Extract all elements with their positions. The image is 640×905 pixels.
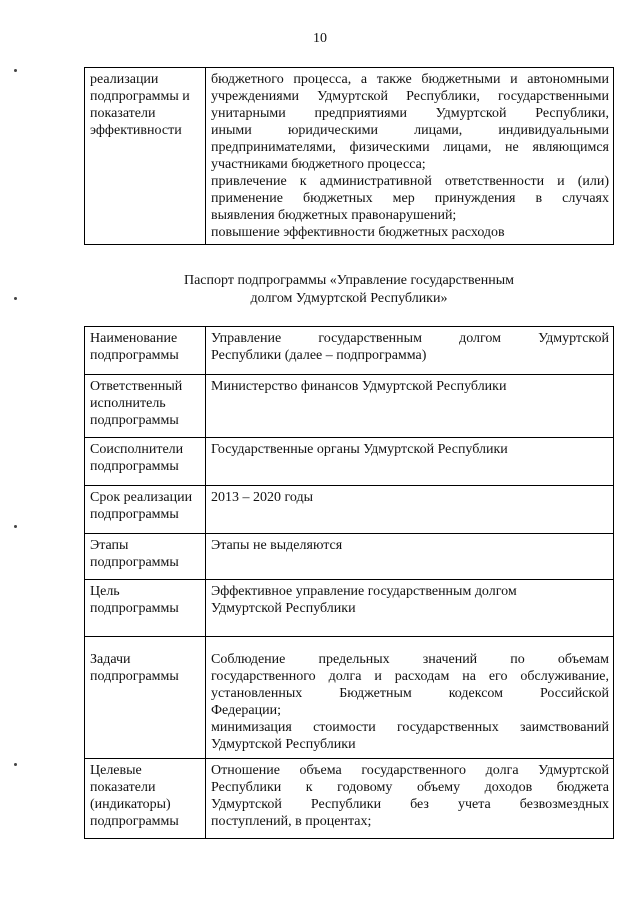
subprogram-passport-title xyxy=(84,272,614,308)
top-table xyxy=(84,67,614,245)
row-value xyxy=(206,759,614,839)
value-line: Эффективное управление государственным долгом xyxy=(211,584,517,599)
value-line: бюджетного процесса, а также бюджетными и автономными xyxy=(211,72,609,87)
value-line: государственного долга и расходам на его обслуживание, xyxy=(211,669,609,684)
value-line: применение бюджетных мер принуждения в случаях xyxy=(211,191,609,206)
value-line: Республики (далее – подпрограмма) xyxy=(211,348,427,363)
table-row xyxy=(85,759,614,839)
value-line: Управление государственным долгом Удмуртской xyxy=(211,331,609,346)
value-line: привлечение к административной ответственности и (или) xyxy=(211,174,609,189)
label-line: Соисполнители xyxy=(90,442,184,457)
label-line: Цель xyxy=(90,584,120,599)
label-line: подпрограммы xyxy=(90,555,179,570)
value-line: Удмуртской Республики без учета безвозмездных xyxy=(211,797,609,812)
margin-mark xyxy=(14,297,17,300)
table-row xyxy=(85,580,614,637)
label-line: Наименование xyxy=(90,331,178,346)
label-line: Ответственный xyxy=(90,379,183,394)
margin-mark xyxy=(14,525,17,528)
value-line: Этапы не выделяются xyxy=(211,538,343,553)
label-line: Этапы xyxy=(90,538,129,553)
margin-mark xyxy=(14,69,17,72)
row-label xyxy=(85,375,206,438)
page-number: 10 xyxy=(313,31,327,46)
label-line: подпрограммы и xyxy=(90,89,190,104)
label-line: реализации xyxy=(90,72,159,87)
label-line: подпрограммы xyxy=(90,507,179,522)
label-line: подпрограммы xyxy=(90,413,179,428)
row-label xyxy=(85,486,206,534)
value-line: минимизация стоимости государственных заимствований xyxy=(211,720,609,735)
value-line: Государственные органы Удмуртской Республики xyxy=(211,442,508,457)
value-line: 2013 – 2020 годы xyxy=(211,490,314,505)
table-row xyxy=(85,637,614,759)
label-line: показатели xyxy=(90,780,156,795)
row-value xyxy=(206,534,614,580)
value-line: Отношение объема государственного долга Удмуртской xyxy=(211,763,609,778)
table-row xyxy=(85,375,614,438)
label-line: подпрограммы xyxy=(90,459,179,474)
row-value xyxy=(206,637,614,759)
value-line: унитарными предприятиями Удмуртской Республики, xyxy=(211,106,609,121)
table-row xyxy=(85,534,614,580)
label-line: подпрограммы xyxy=(90,669,179,684)
row-label xyxy=(85,327,206,375)
value-line: Федерации; xyxy=(211,703,282,718)
row-value xyxy=(206,580,614,637)
value-line: учреждениями Удмуртской Республики, государственными xyxy=(211,89,609,104)
row-label xyxy=(85,68,206,245)
table-row xyxy=(85,68,614,245)
value-line: Удмуртской Республики xyxy=(211,601,356,616)
value-line: Республики к годовому объему доходов бюджета xyxy=(211,780,609,795)
row-value xyxy=(206,68,614,245)
value-line: Удмуртской Республики xyxy=(211,737,356,752)
row-value xyxy=(206,438,614,486)
margin-mark xyxy=(14,763,17,766)
label-line: Задачи xyxy=(90,652,131,667)
value-line: поступлений, в процентах; xyxy=(211,814,372,829)
value-line: выявления бюджетных правонарушений; xyxy=(211,208,457,223)
label-line: Целевые xyxy=(90,763,142,778)
value-line: участниками бюджетного процесса; xyxy=(211,157,426,172)
row-label xyxy=(85,637,206,759)
value-line: Министерство финансов Удмуртской Республики xyxy=(211,379,507,394)
value-line: иными юридическими лицами, индивидуальными xyxy=(211,123,609,138)
value-line: повышение эффективности бюджетных расходов xyxy=(211,225,505,240)
table-row xyxy=(85,486,614,534)
row-value xyxy=(206,486,614,534)
value-line: Соблюдение предельных значений по объемам xyxy=(211,652,609,667)
label-line: показатели xyxy=(90,106,156,121)
label-line: подпрограммы xyxy=(90,814,179,829)
label-line: Срок реализации xyxy=(90,490,193,505)
row-value xyxy=(206,375,614,438)
passport-table xyxy=(84,326,614,839)
row-label xyxy=(85,580,206,637)
row-value xyxy=(206,327,614,375)
value-line: установленных Бюджетным кодексом Российской xyxy=(211,686,609,701)
table-row xyxy=(85,327,614,375)
table-row xyxy=(85,438,614,486)
row-label xyxy=(85,534,206,580)
value-line: предпринимателями, физическими лицами, не являющимся xyxy=(211,140,609,155)
label-line: подпрограммы xyxy=(90,348,179,363)
label-line: эффективности xyxy=(90,123,182,138)
title-line: Паспорт подпрограммы «Управление государственным xyxy=(183,273,514,288)
title-line: долгом Удмуртской Республики» xyxy=(250,291,448,306)
label-line: исполнитель xyxy=(90,396,166,411)
label-line: подпрограммы xyxy=(90,601,179,616)
row-label xyxy=(85,438,206,486)
label-line: (индикаторы) xyxy=(90,797,171,812)
row-label xyxy=(85,759,206,839)
